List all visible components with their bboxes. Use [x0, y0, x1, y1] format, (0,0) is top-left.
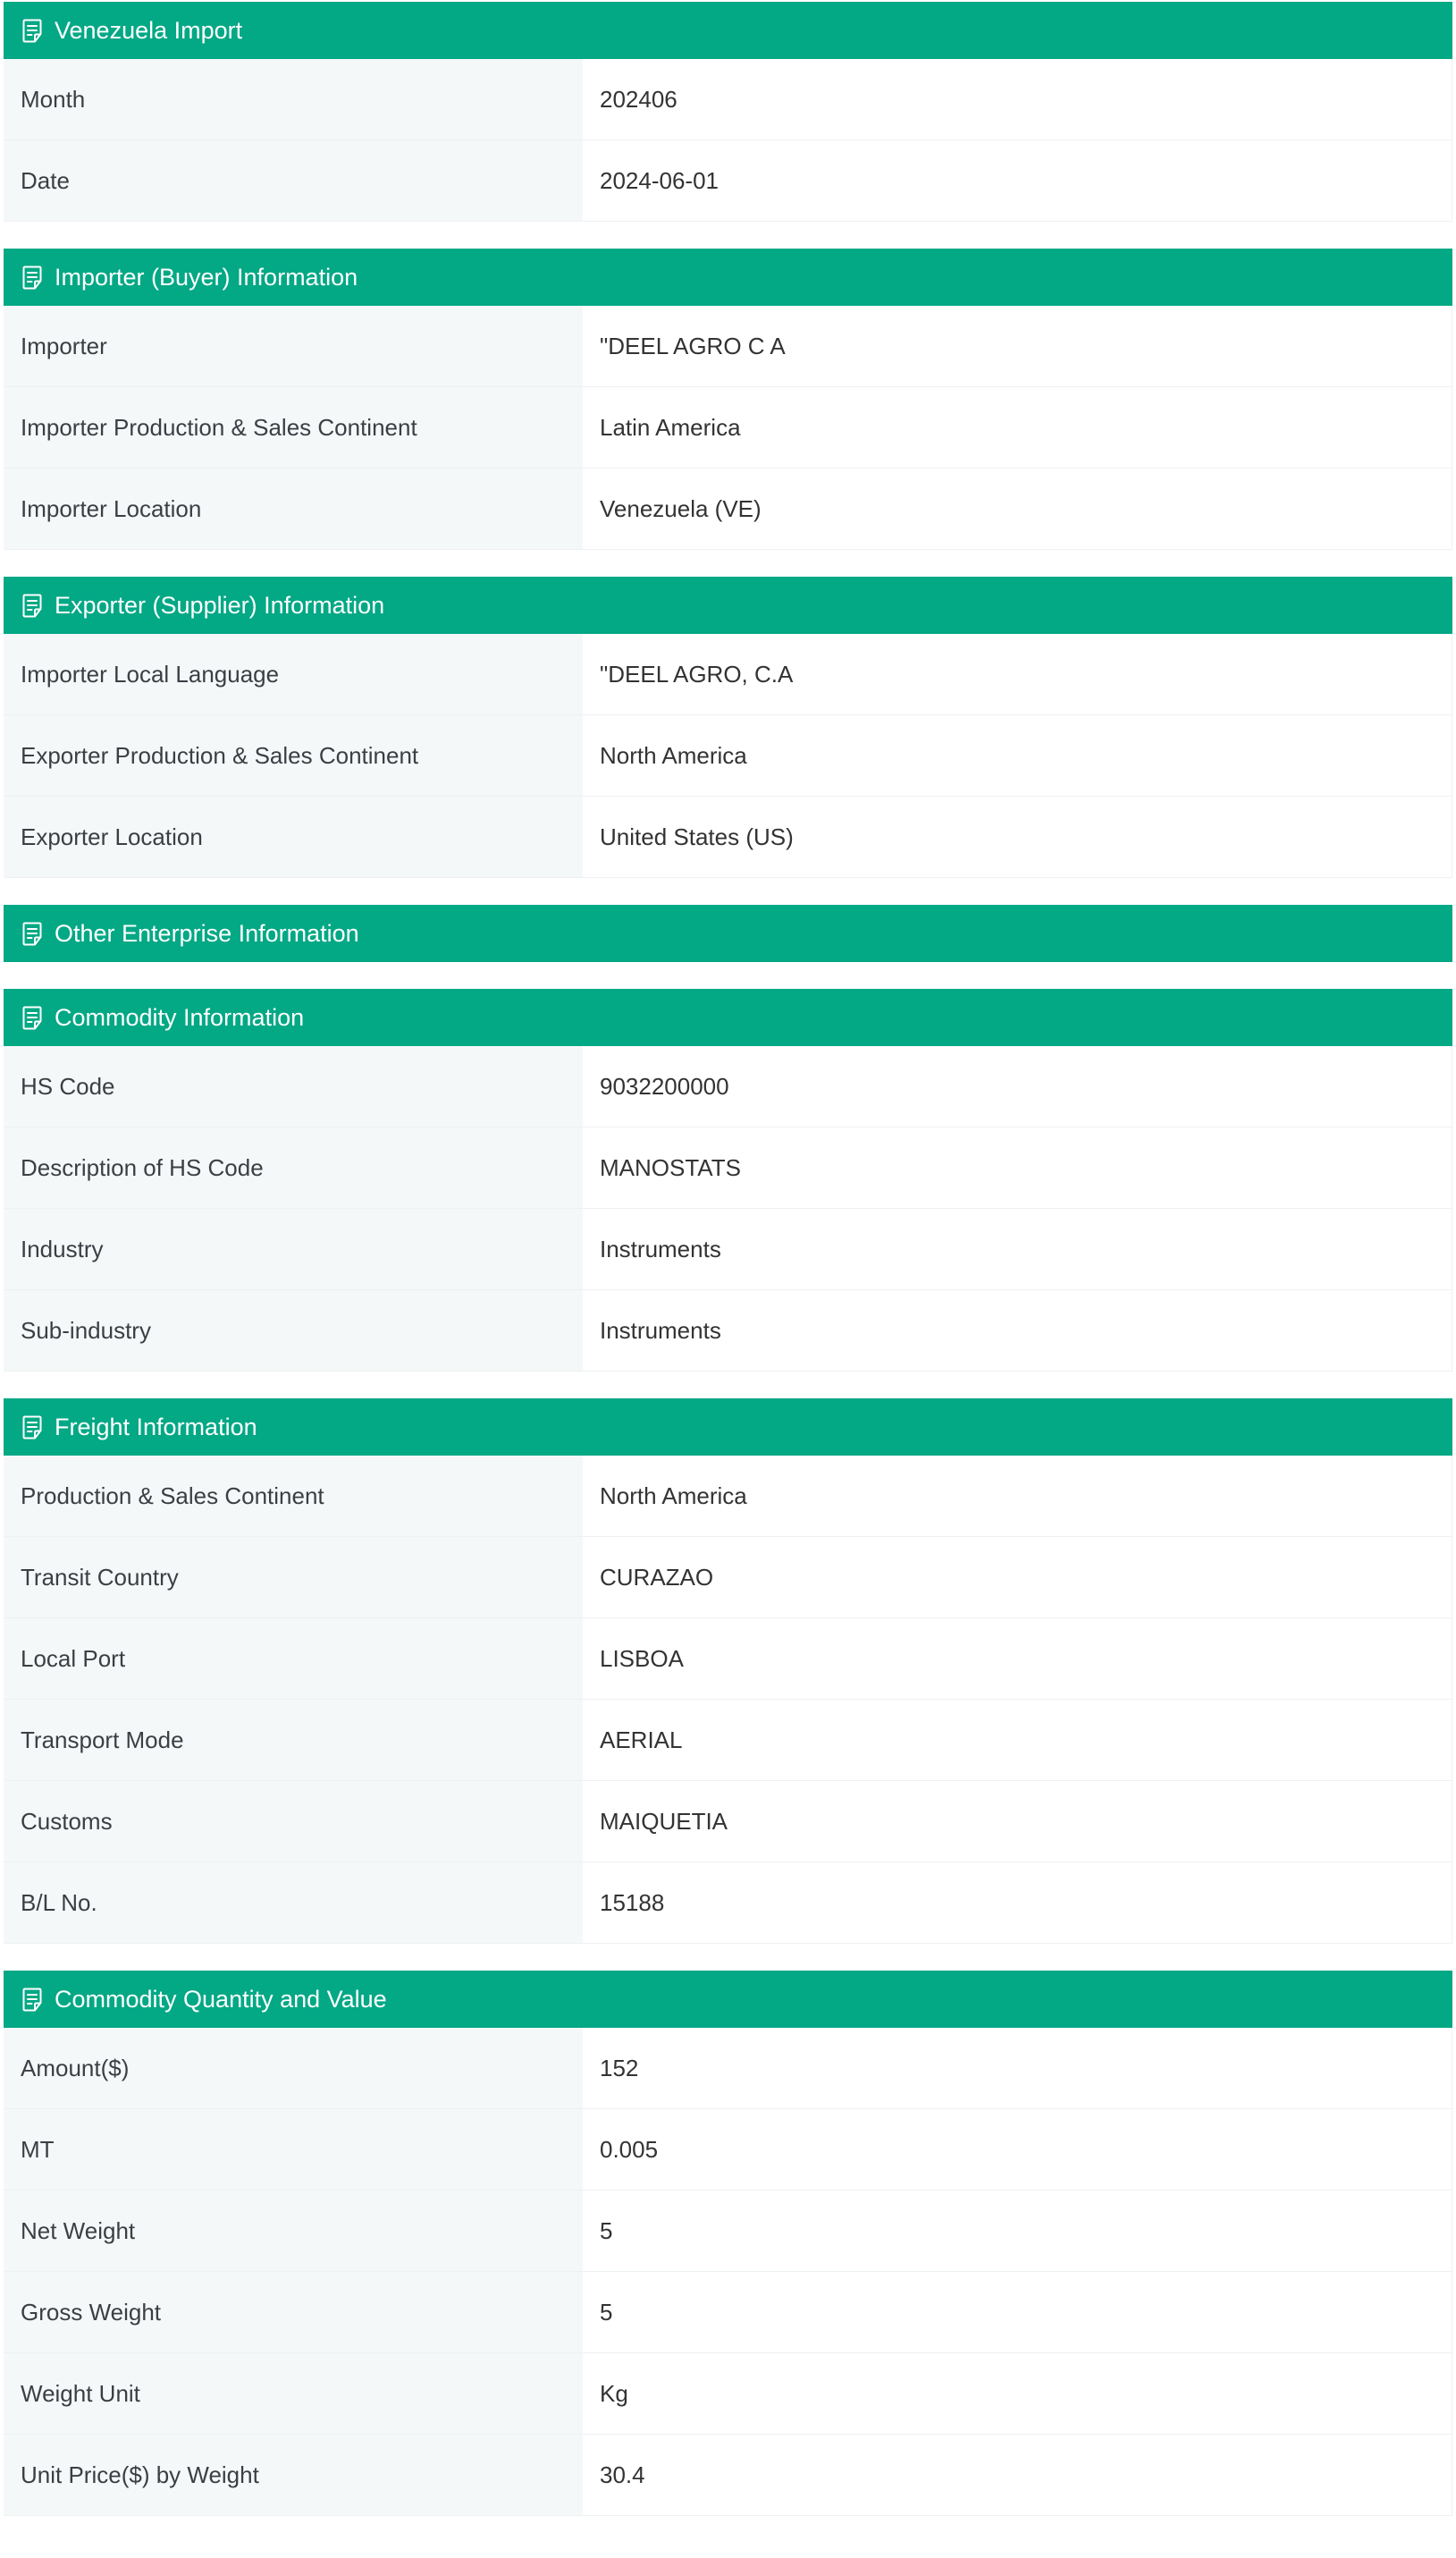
info-section-4 — [4, 905, 1452, 962]
field-value: 2024-06-01 — [583, 140, 1452, 221]
field-label: Importer Production & Sales Continent — [4, 387, 583, 468]
field-label: Exporter Location — [4, 797, 583, 877]
section-title: Other Enterprise Information — [55, 919, 359, 947]
document-icon — [21, 1004, 44, 1031]
field-value: Kg — [583, 2353, 1452, 2434]
field-label: Importer — [4, 306, 583, 386]
field-value: North America — [583, 1456, 1452, 1536]
field-label: Date — [4, 140, 583, 221]
field-value: CURAZAO — [583, 1537, 1452, 1617]
info-row — [4, 2028, 1452, 2109]
field-value: 202406 — [583, 59, 1452, 139]
section-header — [4, 2, 1452, 59]
document-icon — [21, 17, 44, 44]
info-row — [4, 797, 1452, 878]
field-label: Month — [4, 59, 583, 139]
section-rows — [4, 634, 1452, 878]
field-value: AERIAL — [583, 1700, 1452, 1780]
field-label: Transport Mode — [4, 1700, 583, 1780]
section-rows — [4, 2028, 1452, 2516]
document-icon — [21, 1986, 44, 2013]
field-label: Transit Country — [4, 1537, 583, 1617]
section-header — [4, 577, 1452, 634]
section-rows — [4, 1046, 1452, 1372]
field-value: "DEEL AGRO C A — [583, 306, 1452, 386]
field-label: Sub-industry — [4, 1290, 583, 1371]
section-title: Venezuela Import — [55, 16, 243, 44]
info-row — [4, 140, 1452, 222]
field-value: 30.4 — [583, 2435, 1452, 2515]
info-row — [4, 1537, 1452, 1618]
field-value: "DEEL AGRO, C.A — [583, 634, 1452, 714]
section-header — [4, 1398, 1452, 1456]
field-label: Exporter Production & Sales Continent — [4, 715, 583, 796]
info-row — [4, 2435, 1452, 2516]
field-value: LISBOA — [583, 1618, 1452, 1699]
info-row — [4, 1456, 1452, 1537]
info-row — [4, 2353, 1452, 2435]
info-row — [4, 2272, 1452, 2353]
section-header — [4, 249, 1452, 306]
section-rows — [4, 306, 1452, 550]
info-row — [4, 1290, 1452, 1372]
info-section-6 — [4, 1398, 1452, 1944]
field-label: Importer Local Language — [4, 634, 583, 714]
section-header — [4, 1971, 1452, 2028]
field-value: Latin America — [583, 387, 1452, 468]
section-title: Importer (Buyer) Information — [55, 263, 358, 291]
field-label: MT — [4, 2109, 583, 2190]
info-row — [4, 1046, 1452, 1127]
info-row — [4, 2109, 1452, 2191]
info-section-7 — [4, 1971, 1452, 2516]
field-label: Description of HS Code — [4, 1127, 583, 1208]
info-row — [4, 1209, 1452, 1290]
field-label: Customs — [4, 1781, 583, 1862]
field-label: Production & Sales Continent — [4, 1456, 583, 1536]
section-title: Commodity Information — [55, 1003, 305, 1031]
info-section-1 — [4, 2, 1452, 222]
field-value: 0.005 — [583, 2109, 1452, 2190]
info-row — [4, 469, 1452, 550]
field-label: Net Weight — [4, 2191, 583, 2271]
info-row — [4, 1862, 1452, 1944]
field-value: North America — [583, 715, 1452, 796]
document-icon — [21, 592, 44, 619]
info-section-5 — [4, 989, 1452, 1372]
section-header — [4, 989, 1452, 1046]
section-title: Commodity Quantity and Value — [55, 1985, 387, 2013]
field-label: Local Port — [4, 1618, 583, 1699]
info-row — [4, 2191, 1452, 2272]
info-row — [4, 59, 1452, 140]
field-value: Venezuela (VE) — [583, 469, 1452, 549]
document-icon — [21, 264, 44, 291]
document-icon — [21, 1414, 44, 1440]
field-value: United States (US) — [583, 797, 1452, 877]
field-label: Weight Unit — [4, 2353, 583, 2434]
field-value: MANOSTATS — [583, 1127, 1452, 1208]
info-section-2 — [4, 249, 1452, 550]
info-row — [4, 1618, 1452, 1700]
section-header — [4, 905, 1452, 962]
field-label: HS Code — [4, 1046, 583, 1127]
info-row — [4, 306, 1452, 387]
field-value: 152 — [583, 2028, 1452, 2108]
field-value: 15188 — [583, 1862, 1452, 1943]
field-value: Instruments — [583, 1209, 1452, 1289]
section-title: Exporter (Supplier) Information — [55, 591, 385, 619]
info-row — [4, 1700, 1452, 1781]
field-label: Gross Weight — [4, 2272, 583, 2352]
info-row — [4, 1781, 1452, 1862]
info-row — [4, 387, 1452, 469]
info-section-3 — [4, 577, 1452, 878]
field-label: B/L No. — [4, 1862, 583, 1943]
field-value: Instruments — [583, 1290, 1452, 1371]
info-row — [4, 1127, 1452, 1209]
field-label: Amount($) — [4, 2028, 583, 2108]
section-title: Freight Information — [55, 1413, 257, 1440]
field-label: Industry — [4, 1209, 583, 1289]
field-label: Importer Location — [4, 469, 583, 549]
section-rows — [4, 59, 1452, 222]
field-label: Unit Price($) by Weight — [4, 2435, 583, 2515]
info-row — [4, 715, 1452, 797]
field-value: 5 — [583, 2272, 1452, 2352]
info-row — [4, 634, 1452, 715]
field-value: MAIQUETIA — [583, 1781, 1452, 1862]
field-value: 5 — [583, 2191, 1452, 2271]
document-icon — [21, 920, 44, 947]
field-value: 9032200000 — [583, 1046, 1452, 1127]
section-rows — [4, 1456, 1452, 1944]
